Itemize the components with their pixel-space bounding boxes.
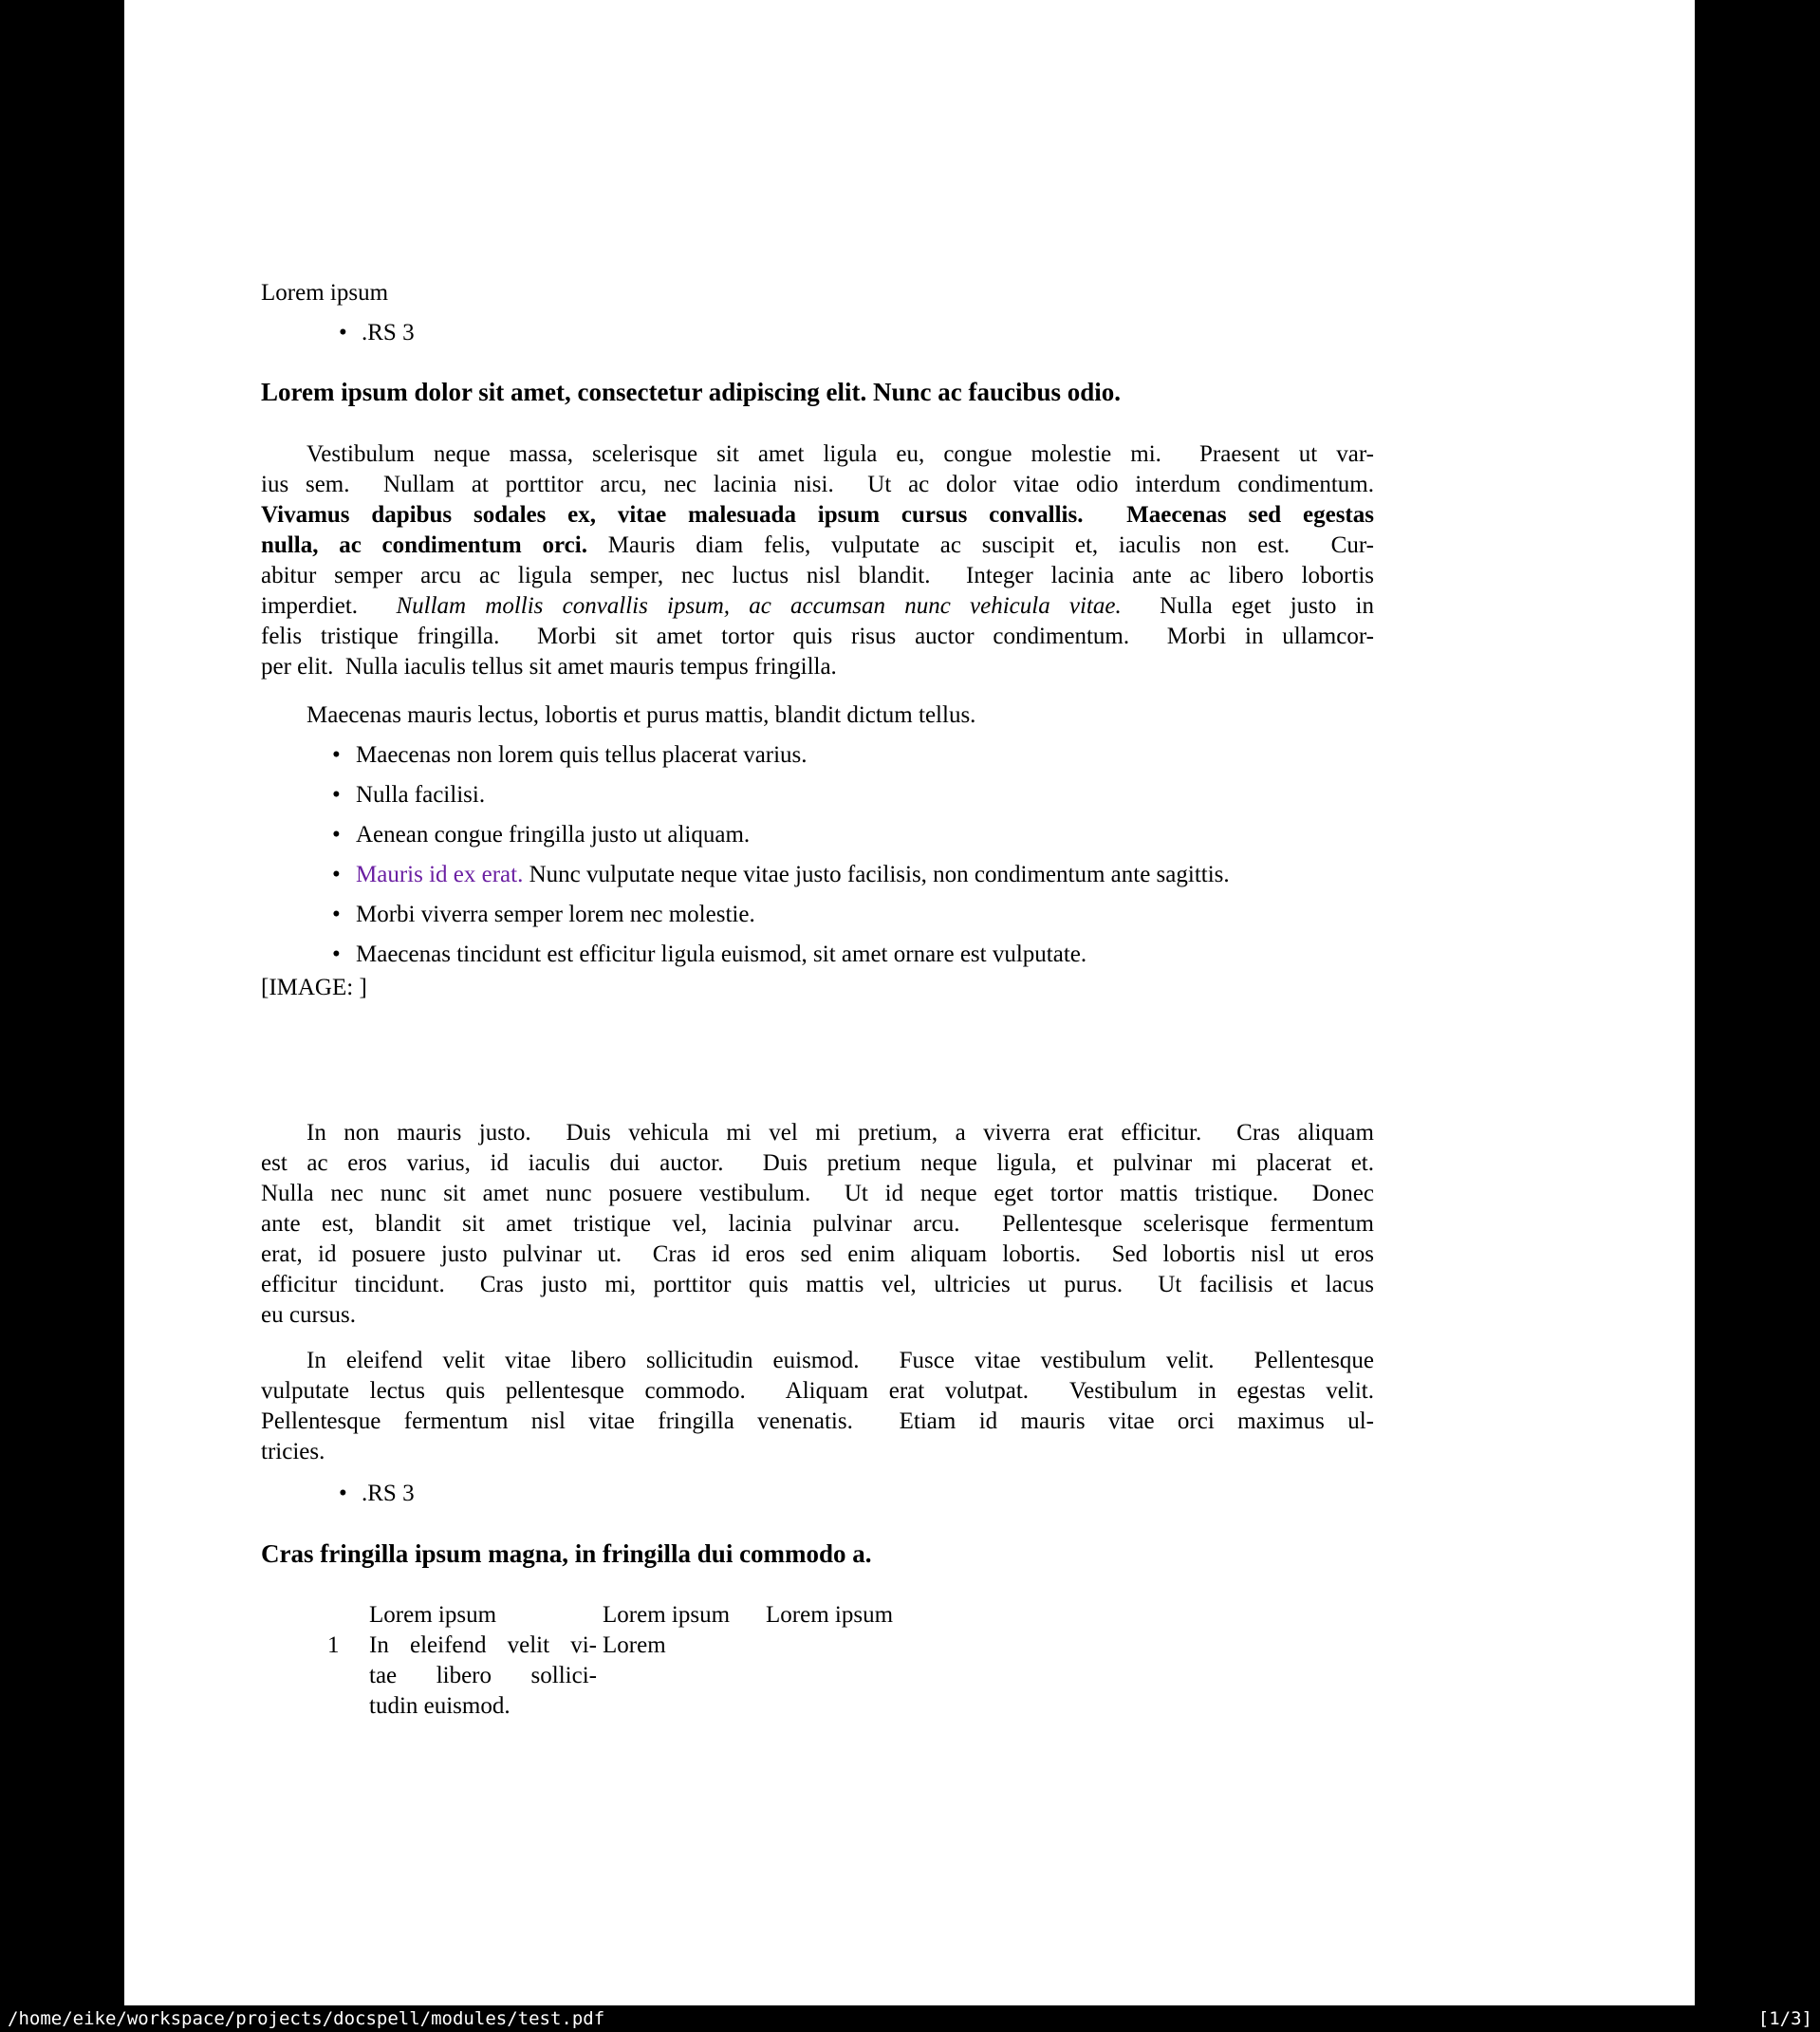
section-heading-2: Cras fringilla ipsum magna, in fringilla dui commodo a. xyxy=(261,1539,872,1568)
text-run: felis tristique fringilla. Morbi sit amet tortor quis risus auctor condimentum. Morbi in ullamcor- xyxy=(261,624,1374,649)
text-run: Mauris diam felis, vulputate ac suscipit et, iaculis non est. Cur- xyxy=(586,532,1374,558)
text-run: Pellentesque fermentum nisl vitae fringilla venenatis. Etiam id mauris vitae orci maximus ul- xyxy=(261,1408,1374,1434)
bullet-icon: • xyxy=(339,320,347,345)
list-item xyxy=(261,860,1374,890)
text-line: tudin euismod. xyxy=(369,1693,511,1719)
text-run: Nullam mollis convallis ipsum, ac accumsan nunc vehicula vitae. xyxy=(396,593,1122,619)
text-line xyxy=(261,1209,1374,1240)
text-run: Morbi viverra semper lorem nec molestie. xyxy=(356,902,755,927)
bullet-icon: • xyxy=(332,941,341,967)
text-run: Vivamus dapibus sodales ex, vitae malesuada ipsum cursus convallis. Maecenas sed egestas xyxy=(261,502,1374,528)
text-line xyxy=(261,500,1374,531)
text-run: nulla, ac condimentum orci. xyxy=(261,532,587,558)
text-run: tricies. xyxy=(261,1439,325,1464)
hyperlink[interactable]: Mauris id ex erat. xyxy=(356,862,524,887)
text-run: Nulla eget justo in xyxy=(1121,593,1374,619)
text-line xyxy=(261,1179,1374,1209)
text-run: ius sem. Nullam at porttitor arcu, nec lacinia nisi. Ut ac dolor vitae odio interdum condimentum. xyxy=(261,472,1374,497)
rs-bullet-item xyxy=(261,318,1452,348)
text-line xyxy=(261,1118,1374,1148)
paragraph-2: Maecenas mauris lectus, lobortis et purus mattis, blandit dictum tellus. xyxy=(306,702,976,728)
text-line xyxy=(261,1376,1374,1407)
text-run: Vestibulum neque massa, scelerisque sit amet ligula eu, congue molestie mi. Praesent ut var- xyxy=(306,441,1374,467)
table-cell-1 xyxy=(369,1631,603,1722)
rs-bullet-label-2: .RS 3 xyxy=(362,1481,415,1506)
text-run: Aenean congue fringilla justo ut aliquam. xyxy=(356,822,751,848)
bullet-icon: • xyxy=(332,902,341,927)
text-run: efficitur tincidunt. Cras justo mi, porttitor quis mattis vel, ultricies ut purus. Ut facilisis et lacus xyxy=(261,1272,1374,1297)
text-run: imperdiet. xyxy=(261,593,397,619)
text-run: abitur semper arcu ac ligula semper, nec luctus nisl blandit. Integer lacinia ante ac libero lobortis xyxy=(261,563,1374,588)
bullet-icon: • xyxy=(339,1481,347,1506)
bullet-icon: • xyxy=(332,782,341,808)
text-run: Maecenas tincidunt est efficitur ligula euismod, sit amet ornare est vulputate. xyxy=(356,941,1087,967)
list-item xyxy=(261,820,1374,850)
table-header-2: Lorem ipsum xyxy=(603,1602,731,1628)
table-cell-3 xyxy=(766,1631,908,1722)
list-item xyxy=(261,940,1374,970)
text-line xyxy=(261,1270,1374,1300)
rs-bullet-label: .RS 3 xyxy=(362,320,415,345)
table-header-3: Lorem ipsum xyxy=(766,1602,894,1628)
table-cell-2: Lorem xyxy=(603,1632,666,1658)
status-bar xyxy=(0,2005,1820,2032)
text-line: tae libero sollici- xyxy=(369,1663,597,1688)
text-line xyxy=(261,1346,1374,1376)
text-run: eu cursus. xyxy=(261,1302,356,1328)
text-run: Nulla nec nunc sit amet nunc posuere vestibulum. Ut id neque eget tortor mattis tristique. Donec xyxy=(261,1181,1374,1206)
text-line xyxy=(261,531,1374,561)
text-run: vulputate lectus quis pellentesque commodo. Aliquam erat volutpat. Vestibulum in egestas velit. xyxy=(261,1378,1374,1404)
text-line xyxy=(261,439,1374,470)
text-line xyxy=(261,622,1374,652)
list-item xyxy=(261,780,1374,811)
paragraph-3 xyxy=(261,1118,1374,1331)
document-page[interactable] xyxy=(124,0,1695,2005)
text-run: Nunc vulputate neque vitae justo facilisis, non condimentum ante sagittis. xyxy=(523,862,1230,887)
text-run: In non mauris justo. Duis vehicula mi vel mi pretium, a viverra erat efficitur. Cras aliquam xyxy=(306,1120,1374,1146)
text-line xyxy=(261,591,1374,622)
image-placeholder: [IMAGE: ] xyxy=(261,975,367,1000)
text-run: Nulla facilisi. xyxy=(356,782,486,808)
paragraph-4 xyxy=(261,1346,1374,1467)
bullet-icon: • xyxy=(332,822,341,848)
list-item xyxy=(261,740,1374,771)
list-item xyxy=(261,900,1374,930)
text-run: Maecenas non lorem quis tellus placerat varius. xyxy=(356,742,808,768)
page-indicator: [1/3] xyxy=(1757,2008,1812,2029)
document-content xyxy=(261,0,1374,2005)
table-header-corner xyxy=(327,1600,369,1631)
table-row-number: 1 xyxy=(327,1632,340,1658)
rs-bullet-item-2 xyxy=(261,1479,1452,1509)
text-line xyxy=(261,470,1374,500)
text-line xyxy=(261,1407,1374,1437)
text-run: ante est, blandit sit amet tristique vel, lacinia pulvinar arcu. Pellentesque scelerisque fermentum xyxy=(261,1211,1374,1237)
text-line xyxy=(261,652,1374,682)
text-run: In eleifend velit vitae libero sollicitudin euismod. Fusce vitae vestibulum velit. Pellentesque xyxy=(306,1348,1374,1373)
paragraph-1 xyxy=(261,439,1374,682)
data-table xyxy=(327,1600,1440,1722)
text-run: est ac eros varius, id iaculis dui auctor. Duis pretium neque ligula, et pulvinar mi placerat et. xyxy=(261,1150,1374,1176)
text-run: erat, id posuere justo pulvinar ut. Cras id eros sed enim aliquam lobortis. Sed lobortis nisl ut eros xyxy=(261,1241,1374,1267)
text-line xyxy=(261,561,1374,591)
text-line: In eleifend velit vi- xyxy=(369,1632,597,1658)
bullet-list xyxy=(261,740,1374,979)
text-line xyxy=(261,1300,1374,1331)
section-heading-1: Lorem ipsum dolor sit amet, consectetur adipiscing elit. Nunc ac faucibus odio. xyxy=(261,378,1122,406)
file-path: /home/eike/workspace/projects/docspell/modules/test.pdf xyxy=(8,2008,605,2029)
table-header-1: Lorem ipsum xyxy=(369,1602,497,1628)
text-line xyxy=(261,1148,1374,1179)
bullet-icon: • xyxy=(332,742,341,768)
text-line xyxy=(261,1240,1374,1270)
text-line xyxy=(261,1437,1374,1467)
bullet-icon: • xyxy=(332,862,341,887)
intro-text: Lorem ipsum xyxy=(261,280,389,306)
text-run: per elit. Nulla iaculis tellus sit amet mauris tempus fringilla. xyxy=(261,654,837,680)
